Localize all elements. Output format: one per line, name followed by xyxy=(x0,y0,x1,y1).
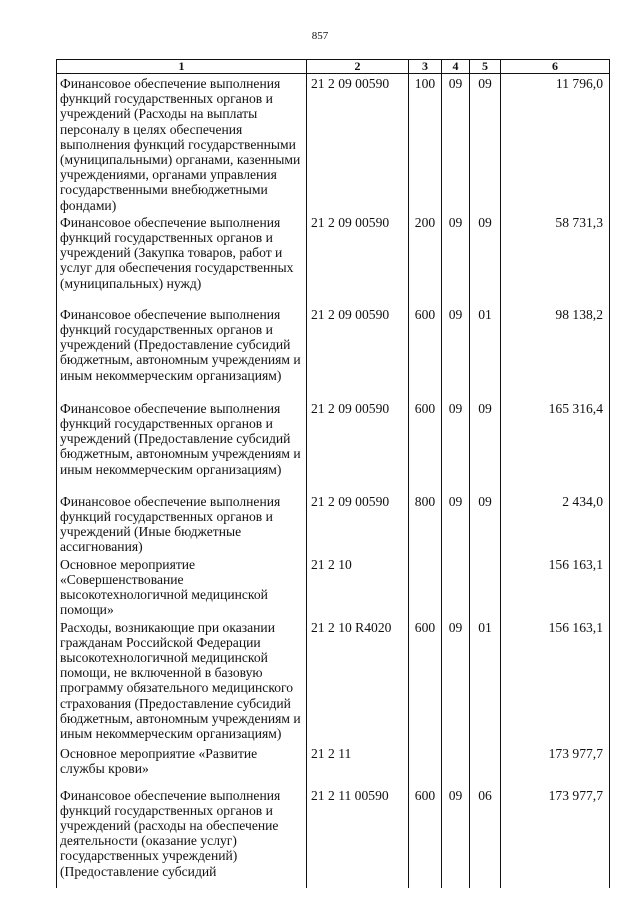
row-code: 21 2 09 00590 xyxy=(307,213,409,305)
row-subsection: 01 xyxy=(470,305,501,399)
row-code: 21 2 09 00590 xyxy=(307,492,409,555)
table-row xyxy=(57,744,610,786)
row-name: Основное мероприятие «Развитие службы крови» xyxy=(57,744,307,786)
row-name: Основное мероприятие «Совершенствование высокотехнологичной медицинской помощи» xyxy=(57,555,307,618)
row-amount: 156 163,1 xyxy=(501,618,610,744)
row-name: Финансовое обеспечение выполнения функций государственных органов и учреждений (Иные бюджетные ассигнования) xyxy=(57,492,307,555)
column-header-1: 1 xyxy=(57,60,307,74)
row-section: 09 xyxy=(442,492,470,555)
row-subsection: 09 xyxy=(470,74,501,213)
column-header-5: 5 xyxy=(470,60,501,74)
row-amount: 58 731,3 xyxy=(501,213,610,305)
row-section: 09 xyxy=(442,213,470,305)
row-expense-type: 600 xyxy=(409,399,442,492)
row-name: Финансовое обеспечение выполнения функций государственных органов и учреждений (Закупка товаров, работ и услуг для обеспечения государственных (муниципальных) нужд) xyxy=(57,213,307,305)
row-subsection xyxy=(470,555,501,618)
row-section: 09 xyxy=(442,786,470,888)
row-expense-type: 800 xyxy=(409,492,442,555)
table-row xyxy=(57,74,610,213)
row-code: 21 2 10 xyxy=(307,555,409,618)
row-section: 09 xyxy=(442,618,470,744)
row-code: 21 2 10 R4020 xyxy=(307,618,409,744)
row-name: Расходы, возникающие при оказании гражданам Российской Федерации высокотехнологичной медицинской помощи, не включенной в базовую программу обязательного медицинского страхования (Предоставление субсидий бюджетным, автономным учреждениям и иным некоммерческим организациям) xyxy=(57,618,307,744)
row-section: 09 xyxy=(442,74,470,213)
row-amount: 173 977,7 xyxy=(501,744,610,786)
row-expense-type: 600 xyxy=(409,618,442,744)
row-expense-type: 100 xyxy=(409,74,442,213)
column-header-2: 2 xyxy=(307,60,409,74)
row-amount: 165 316,4 xyxy=(501,399,610,492)
budget-table xyxy=(56,59,610,888)
table-row xyxy=(57,213,610,305)
row-subsection xyxy=(470,744,501,786)
table-row xyxy=(57,492,610,555)
table-row xyxy=(57,399,610,492)
page-number: 857 xyxy=(311,30,329,42)
row-subsection: 09 xyxy=(470,492,501,555)
row-name: Финансовое обеспечение выполнения функций государственных органов и учреждений (Предоставление субсидий бюджетным, автономным учреждениям и иным некоммерческим организациям) xyxy=(57,305,307,399)
row-section: 09 xyxy=(442,399,470,492)
row-section xyxy=(442,555,470,618)
row-amount: 98 138,2 xyxy=(501,305,610,399)
column-header-6: 6 xyxy=(501,60,610,74)
row-code: 21 2 09 00590 xyxy=(307,74,409,213)
row-subsection: 09 xyxy=(470,399,501,492)
row-expense-type: 600 xyxy=(409,305,442,399)
row-expense-type: 600 xyxy=(409,786,442,888)
row-section: 09 xyxy=(442,305,470,399)
row-name: Финансовое обеспечение выполнения функций государственных органов и учреждений (расходы на обеспечение деятельности (оказание услуг) государственных учреждений) (Предоставление субсидий xyxy=(57,786,307,888)
row-subsection: 06 xyxy=(470,786,501,888)
column-header-3: 3 xyxy=(409,60,442,74)
row-expense-type xyxy=(409,555,442,618)
column-header-4: 4 xyxy=(442,60,470,74)
row-name: Финансовое обеспечение выполнения функций государственных органов и учреждений (Предоставление субсидий бюджетным, автономным учреждениям и иным некоммерческим организациям) xyxy=(57,399,307,492)
table-header-row xyxy=(57,60,610,74)
row-amount: 173 977,7 xyxy=(501,786,610,888)
table-row xyxy=(57,305,610,399)
row-amount: 156 163,1 xyxy=(501,555,610,618)
table-row xyxy=(57,555,610,618)
row-amount: 2 434,0 xyxy=(501,492,610,555)
row-expense-type xyxy=(409,744,442,786)
row-name: Финансовое обеспечение выполнения функций государственных органов и учреждений (Расходы на выплаты персоналу в целях обеспечения выполнения функций государственными (муниципальными) органами, казенными учреждениями, органами управления государственными внебюджетными фондами) xyxy=(57,74,307,213)
row-code: 21 2 09 00590 xyxy=(307,399,409,492)
row-subsection: 01 xyxy=(470,618,501,744)
row-code: 21 2 11 00590 xyxy=(307,786,409,888)
row-code: 21 2 11 xyxy=(307,744,409,786)
row-amount: 11 796,0 xyxy=(501,74,610,213)
row-expense-type: 200 xyxy=(409,213,442,305)
row-code: 21 2 09 00590 xyxy=(307,305,409,399)
table-row xyxy=(57,786,610,888)
row-section xyxy=(442,744,470,786)
table-row xyxy=(57,618,610,744)
row-subsection: 09 xyxy=(470,213,501,305)
